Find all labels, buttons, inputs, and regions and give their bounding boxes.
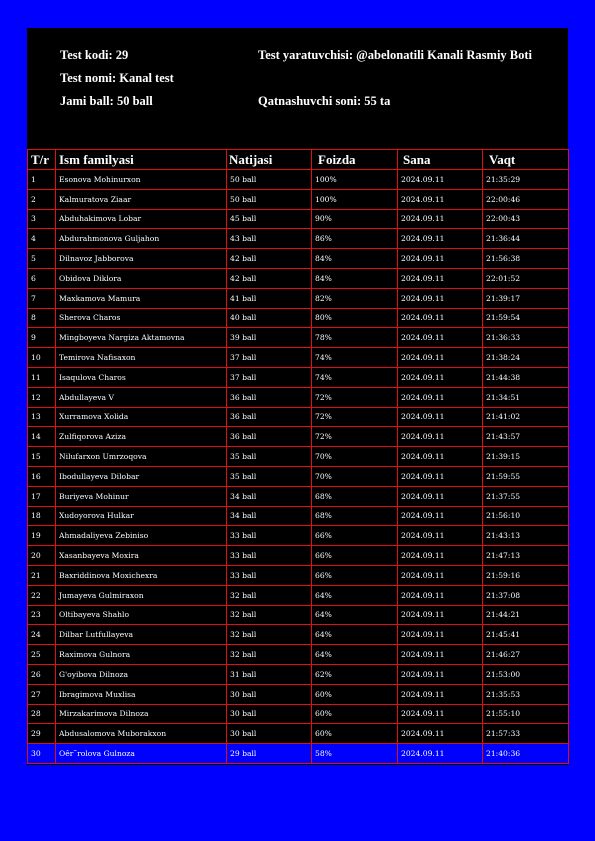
cell-date: 2024.09.11 (398, 189, 483, 209)
cell-percent: 70% (312, 466, 398, 486)
table-row (28, 744, 569, 764)
cell-index: 6 (28, 268, 56, 288)
cell-name: Dilnavoz Jabborova (56, 249, 227, 269)
cell-index: 4 (28, 229, 56, 249)
table-row (28, 407, 569, 427)
cell-date: 2024.09.11 (398, 526, 483, 546)
cell-time: 21:43:13 (483, 526, 569, 546)
cell-percent: 72% (312, 407, 398, 427)
cell-date: 2024.09.11 (398, 585, 483, 605)
cell-percent: 64% (312, 645, 398, 665)
cell-name: Sherova Charos (56, 308, 227, 328)
cell-index: 24 (28, 625, 56, 645)
cell-result: 31 ball (227, 664, 312, 684)
cell-name: Oêr˜rolova Gulnoza (56, 744, 227, 764)
cell-time: 21:39:17 (483, 288, 569, 308)
column-header-percent: Foizda (312, 150, 398, 170)
column-header-time: Vaqt (483, 150, 569, 170)
cell-time: 21:43:57 (483, 427, 569, 447)
table-row (28, 249, 569, 269)
cell-time: 21:34:51 (483, 387, 569, 407)
cell-index: 30 (28, 744, 56, 764)
cell-index: 18 (28, 506, 56, 526)
table-row (28, 506, 569, 526)
cell-index: 26 (28, 664, 56, 684)
cell-date: 2024.09.11 (398, 546, 483, 566)
cell-date: 2024.09.11 (398, 447, 483, 467)
cell-percent: 86% (312, 229, 398, 249)
cell-date: 2024.09.11 (398, 249, 483, 269)
cell-index: 28 (28, 704, 56, 724)
results-sheet (27, 28, 568, 765)
cell-date: 2024.09.11 (398, 209, 483, 229)
test-creator: Test yaratuvchisi: @abelonatili Kanali Rasmiy Boti (258, 48, 533, 62)
cell-result: 32 ball (227, 625, 312, 645)
cell-name: Esonova Mohinurxon (56, 170, 227, 190)
table-row (28, 486, 569, 506)
cell-name: Abdurahmonova Guljahon (56, 229, 227, 249)
cell-date: 2024.09.11 (398, 387, 483, 407)
column-header-date: Sana (398, 150, 483, 170)
cell-time: 21:53:00 (483, 664, 569, 684)
cell-percent: 74% (312, 367, 398, 387)
cell-result: 33 ball (227, 546, 312, 566)
cell-date: 2024.09.11 (398, 565, 483, 585)
cell-index: 11 (28, 367, 56, 387)
column-header-index: T/r (28, 150, 56, 170)
cell-percent: 68% (312, 486, 398, 506)
cell-name: Maxkamova Mamura (56, 288, 227, 308)
table-row (28, 209, 569, 229)
table-row (28, 328, 569, 348)
cell-index: 2 (28, 189, 56, 209)
cell-result: 32 ball (227, 605, 312, 625)
cell-percent: 66% (312, 565, 398, 585)
cell-date: 2024.09.11 (398, 506, 483, 526)
cell-date: 2024.09.11 (398, 268, 483, 288)
cell-index: 8 (28, 308, 56, 328)
cell-date: 2024.09.11 (398, 466, 483, 486)
cell-name: Temirova Nafisaxon (56, 348, 227, 368)
cell-name: Oltibayeva Shahlo (56, 605, 227, 625)
cell-time: 22:00:43 (483, 209, 569, 229)
cell-date: 2024.09.11 (398, 605, 483, 625)
cell-name: Ahmadaliyeva Zebiniso (56, 526, 227, 546)
cell-time: 21:37:08 (483, 585, 569, 605)
cell-percent: 64% (312, 605, 398, 625)
cell-date: 2024.09.11 (398, 328, 483, 348)
cell-percent: 60% (312, 724, 398, 744)
table-row (28, 645, 569, 665)
cell-time: 21:39:15 (483, 447, 569, 467)
cell-index: 15 (28, 447, 56, 467)
cell-result: 32 ball (227, 645, 312, 665)
cell-name: Xasanbayeva Moxira (56, 546, 227, 566)
cell-date: 2024.09.11 (398, 486, 483, 506)
cell-time: 21:35:29 (483, 170, 569, 190)
column-header-name: Ism familyasi (56, 150, 227, 170)
table-row (28, 526, 569, 546)
cell-result: 34 ball (227, 506, 312, 526)
cell-percent: 62% (312, 664, 398, 684)
cell-date: 2024.09.11 (398, 744, 483, 764)
cell-name: Dilbar Lutfullayeva (56, 625, 227, 645)
table-row (28, 170, 569, 190)
cell-percent: 64% (312, 585, 398, 605)
cell-index: 13 (28, 407, 56, 427)
cell-index: 17 (28, 486, 56, 506)
table-row (28, 684, 569, 704)
cell-percent: 84% (312, 268, 398, 288)
cell-name: Xudoyorova Hulkar (56, 506, 227, 526)
cell-result: 35 ball (227, 447, 312, 467)
table-row (28, 585, 569, 605)
cell-result: 36 ball (227, 387, 312, 407)
cell-date: 2024.09.11 (398, 367, 483, 387)
cell-time: 21:40:36 (483, 744, 569, 764)
cell-index: 7 (28, 288, 56, 308)
cell-percent: 82% (312, 288, 398, 308)
cell-result: 39 ball (227, 328, 312, 348)
cell-percent: 72% (312, 427, 398, 447)
test-name: Test nomi: Kanal test (60, 71, 174, 85)
cell-index: 20 (28, 546, 56, 566)
cell-time: 21:55:10 (483, 704, 569, 724)
cell-name: Xurramova Xolida (56, 407, 227, 427)
cell-name: Abdullayeva V (56, 387, 227, 407)
table-row (28, 605, 569, 625)
cell-result: 41 ball (227, 288, 312, 308)
table-row (28, 724, 569, 744)
cell-percent: 100% (312, 189, 398, 209)
cell-result: 43 ball (227, 229, 312, 249)
cell-name: Jumayeva Gulmiraxon (56, 585, 227, 605)
cell-result: 40 ball (227, 308, 312, 328)
table-row (28, 367, 569, 387)
table-row (28, 664, 569, 684)
table-row (28, 387, 569, 407)
cell-percent: 66% (312, 546, 398, 566)
cell-index: 3 (28, 209, 56, 229)
table-row (28, 427, 569, 447)
table-row (28, 546, 569, 566)
table-row (28, 625, 569, 645)
cell-date: 2024.09.11 (398, 724, 483, 744)
cell-date: 2024.09.11 (398, 288, 483, 308)
cell-time: 21:44:21 (483, 605, 569, 625)
cell-time: 21:56:10 (483, 506, 569, 526)
cell-result: 30 ball (227, 704, 312, 724)
table-row (28, 704, 569, 724)
cell-index: 10 (28, 348, 56, 368)
table-row (28, 229, 569, 249)
cell-time: 21:35:53 (483, 684, 569, 704)
cell-time: 21:38:24 (483, 348, 569, 368)
cell-name: G'oyibova Dilnoza (56, 664, 227, 684)
cell-name: Mirzakarimova Dilnoza (56, 704, 227, 724)
cell-date: 2024.09.11 (398, 170, 483, 190)
cell-date: 2024.09.11 (398, 704, 483, 724)
table-row (28, 466, 569, 486)
cell-name: Obidova Diklora (56, 268, 227, 288)
cell-index: 5 (28, 249, 56, 269)
cell-date: 2024.09.11 (398, 407, 483, 427)
cell-time: 21:47:13 (483, 546, 569, 566)
cell-percent: 80% (312, 308, 398, 328)
cell-percent: 70% (312, 447, 398, 467)
cell-result: 50 ball (227, 170, 312, 190)
cell-name: Isaqulova Charos (56, 367, 227, 387)
cell-index: 29 (28, 724, 56, 744)
cell-percent: 58% (312, 744, 398, 764)
cell-name: Abdusalomova Muborakxon (56, 724, 227, 744)
table-row (28, 308, 569, 328)
cell-time: 21:41:02 (483, 407, 569, 427)
cell-time: 21:36:44 (483, 229, 569, 249)
cell-percent: 60% (312, 704, 398, 724)
participant-count: Qatnashuvchi soni: 55 ta (258, 94, 391, 108)
cell-index: 14 (28, 427, 56, 447)
cell-percent: 60% (312, 684, 398, 704)
cell-name: Buriyeva Mohinur (56, 486, 227, 506)
cell-time: 21:45:41 (483, 625, 569, 645)
cell-time: 21:46:27 (483, 645, 569, 665)
results-table (27, 149, 569, 764)
cell-name: Abduhakimova Lobar (56, 209, 227, 229)
cell-index: 12 (28, 387, 56, 407)
test-code: Test kodi: 29 (60, 48, 129, 62)
cell-name: Ibragimova Muxlisa (56, 684, 227, 704)
cell-result: 30 ball (227, 724, 312, 744)
cell-result: 34 ball (227, 486, 312, 506)
cell-percent: 90% (312, 209, 398, 229)
test-info-header (27, 28, 568, 149)
cell-result: 32 ball (227, 585, 312, 605)
cell-result: 37 ball (227, 348, 312, 368)
cell-percent: 78% (312, 328, 398, 348)
cell-date: 2024.09.11 (398, 229, 483, 249)
table-row (28, 288, 569, 308)
cell-index: 9 (28, 328, 56, 348)
cell-time: 21:44:38 (483, 367, 569, 387)
cell-index: 16 (28, 466, 56, 486)
cell-time: 21:59:54 (483, 308, 569, 328)
cell-index: 27 (28, 684, 56, 704)
cell-date: 2024.09.11 (398, 645, 483, 665)
cell-result: 30 ball (227, 684, 312, 704)
cell-name: Ibodullayeva Dilobar (56, 466, 227, 486)
cell-time: 21:56:38 (483, 249, 569, 269)
cell-date: 2024.09.11 (398, 348, 483, 368)
table-row (28, 189, 569, 209)
cell-percent: 68% (312, 506, 398, 526)
cell-index: 21 (28, 565, 56, 585)
cell-result: 33 ball (227, 565, 312, 585)
cell-index: 22 (28, 585, 56, 605)
cell-percent: 66% (312, 526, 398, 546)
cell-time: 21:57:33 (483, 724, 569, 744)
cell-percent: 84% (312, 249, 398, 269)
cell-name: Nilufarxon Umrzoqova (56, 447, 227, 467)
cell-date: 2024.09.11 (398, 625, 483, 645)
total-score: Jami ball: 50 ball (60, 94, 153, 108)
cell-time: 21:59:16 (483, 565, 569, 585)
cell-percent: 64% (312, 625, 398, 645)
cell-result: 29 ball (227, 744, 312, 764)
cell-date: 2024.09.11 (398, 664, 483, 684)
cell-result: 50 ball (227, 189, 312, 209)
table-header-row (28, 150, 569, 170)
cell-name: Raximova Gulnora (56, 645, 227, 665)
cell-percent: 72% (312, 387, 398, 407)
table-row (28, 268, 569, 288)
cell-date: 2024.09.11 (398, 427, 483, 447)
cell-result: 42 ball (227, 268, 312, 288)
cell-result: 37 ball (227, 367, 312, 387)
cell-index: 25 (28, 645, 56, 665)
cell-time: 22:01:52 (483, 268, 569, 288)
cell-percent: 74% (312, 348, 398, 368)
table-row (28, 565, 569, 585)
table-row (28, 447, 569, 467)
column-header-result: Natijasi (227, 150, 312, 170)
cell-result: 42 ball (227, 249, 312, 269)
cell-time: 21:36:33 (483, 328, 569, 348)
cell-time: 22:00:46 (483, 189, 569, 209)
cell-percent: 100% (312, 170, 398, 190)
cell-date: 2024.09.11 (398, 308, 483, 328)
cell-index: 19 (28, 526, 56, 546)
cell-result: 36 ball (227, 407, 312, 427)
cell-result: 33 ball (227, 526, 312, 546)
cell-name: Kalmuratova Ziaar (56, 189, 227, 209)
cell-name: Zulfiqorova Aziza (56, 427, 227, 447)
cell-index: 23 (28, 605, 56, 625)
cell-result: 36 ball (227, 427, 312, 447)
cell-name: Baxriddinova Moxichexra (56, 565, 227, 585)
cell-result: 35 ball (227, 466, 312, 486)
cell-index: 1 (28, 170, 56, 190)
cell-result: 45 ball (227, 209, 312, 229)
table-row (28, 348, 569, 368)
cell-time: 21:37:55 (483, 486, 569, 506)
cell-name: Mingboyeva Nargiza Aktamovna (56, 328, 227, 348)
cell-time: 21:59:55 (483, 466, 569, 486)
cell-date: 2024.09.11 (398, 684, 483, 704)
